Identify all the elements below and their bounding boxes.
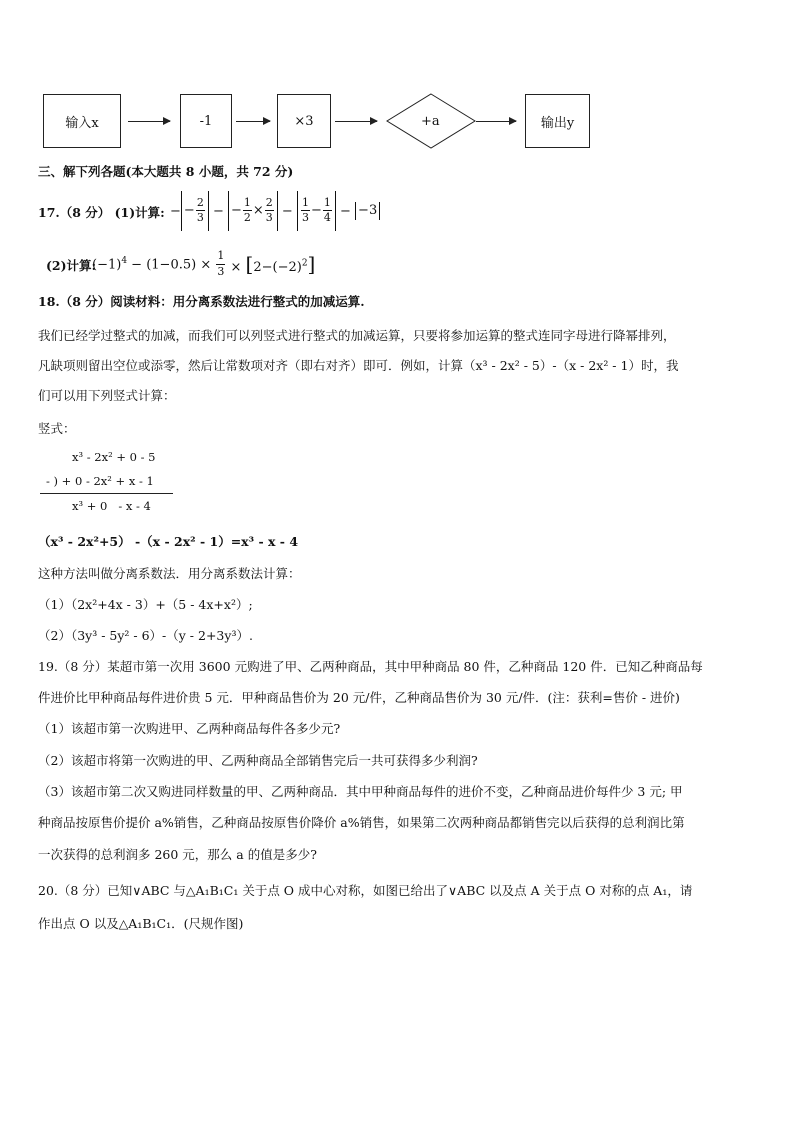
flow-step2-label: ×3 bbox=[294, 113, 314, 129]
flow-output-box bbox=[525, 94, 590, 148]
q18-vertical-row1: x³ - 2x² + 0 - 5 bbox=[72, 450, 156, 464]
q19-sub3-line3: 一次获得的总利润多 260 元，那么 a 的值是多少? bbox=[38, 847, 317, 862]
flow-step2-box bbox=[277, 94, 331, 148]
q19-sub3-line1: （3）该超市第二次又购进同样数量的甲、乙两种商品．其中甲种商品每件的进价不变，乙种商品进价每件少 3 元; 甲 bbox=[38, 784, 683, 799]
q17-expr2: $(-1)^4 - (1-0.5)$ × $\frac{1}{3}$ × $[2-(-2)^2]$ bbox=[92, 249, 316, 278]
q17-prefix: 17.（8 分） (1)计算: bbox=[38, 205, 165, 220]
q18-result: （x³ - 2x²+5） -（x - 2x² - 1）=x³ - x - 4 bbox=[38, 534, 299, 549]
arrow-4 bbox=[476, 121, 516, 122]
flow-input-label: 输入x bbox=[65, 115, 99, 131]
flow-input-box bbox=[43, 94, 121, 148]
q18-sub1: （1）（2x²+4x - 3）+（5 - 4x+x²）; bbox=[38, 597, 253, 612]
q18-line1: 18.（8 分）阅读材料：用分离系数法进行整式的加减运算. bbox=[38, 294, 365, 309]
section-heading: 三、解下列各题(本大题共 8 小题，共 72 分) bbox=[38, 164, 294, 179]
q18-sub2: （2）（3y³ - 5y² - 6）-（y - 2+3y³）. bbox=[38, 628, 253, 643]
flow-output-label: 输出y bbox=[540, 115, 575, 131]
q17-expr1: − − $\frac{2}{3}$ − − $\frac{1}{2}$ × $\frac{2}{3}$ − $\frac{1}{3}$ − $\frac{1}{4}$ − −3 bbox=[170, 189, 380, 233]
arrow-2 bbox=[236, 121, 270, 122]
flow-step1-box bbox=[180, 94, 232, 148]
q18-vertical-rule bbox=[40, 493, 173, 494]
q20-line1: 20.（8 分）已知∨ABC 与△A₁B₁C₁ 关于点 O 成中心对称，如图已给出了∨ABC 以及点 A 关于点 O 对称的点 A₁，请 bbox=[38, 883, 693, 898]
arrow-3 bbox=[335, 121, 377, 122]
flow-step1-label: -1 bbox=[199, 113, 213, 129]
q18-vertical-row2: - ) + 0 - 2x² + x - 1 bbox=[46, 474, 154, 488]
q18-vertical-row3: x³ + 0 - x - 4 bbox=[72, 499, 151, 513]
q18-line2: 我们已经学过整式的加减，而我们可以列竖式进行整式的加减运算，只要将参加运算的整式连同字母进行降幂排列， bbox=[38, 328, 676, 343]
q19-sub1: （1）该超市第一次购进甲、乙两种商品每件各多少元? bbox=[38, 721, 341, 736]
q18-line4: 们可以用下列竖式计算： bbox=[38, 388, 176, 403]
q19-line1: 19.（8 分）某超市第一次用 3600 元购进了甲、乙两种商品，其中甲种商品 80 件，乙种商品 120 件．已知乙种商品每 bbox=[38, 659, 703, 674]
q18-vertical-label: 竖式： bbox=[38, 421, 76, 436]
arrow-1 bbox=[128, 121, 170, 122]
flow-step3-label: +a bbox=[421, 114, 440, 129]
q19-line2: 件进价比甲种商品每件进价贵 5 元．甲种商品售价为 20 元/件，乙种商品售价为 30 元/件．(注：获利=售价 - 进价) bbox=[38, 690, 680, 705]
q17-part2-prefix: (2)计算: bbox=[46, 258, 97, 273]
q19-sub3-line2: 种商品按原售价提价 a%销售，乙种商品按原售价降价 a%销售，如果第二次两种商品都销售完以后获得的总利润比第 bbox=[38, 815, 685, 830]
q18-method: 这种方法叫做分离系数法．用分离系数法计算： bbox=[38, 566, 301, 581]
q19-sub2: （2）该超市将第一次购进的甲、乙两种商品全部销售完后一共可获得多少利润? bbox=[38, 753, 478, 768]
q18-line3: 凡缺项则留出空位或添零，然后让常数项对齐（即右对齐）即可．例如，计算（x³ - 2x² - 5）-（x - 2x² - 1）时，我 bbox=[38, 358, 679, 373]
q20-line2: 作出点 O 以及△A₁B₁C₁．(尺规作图) bbox=[38, 916, 244, 931]
